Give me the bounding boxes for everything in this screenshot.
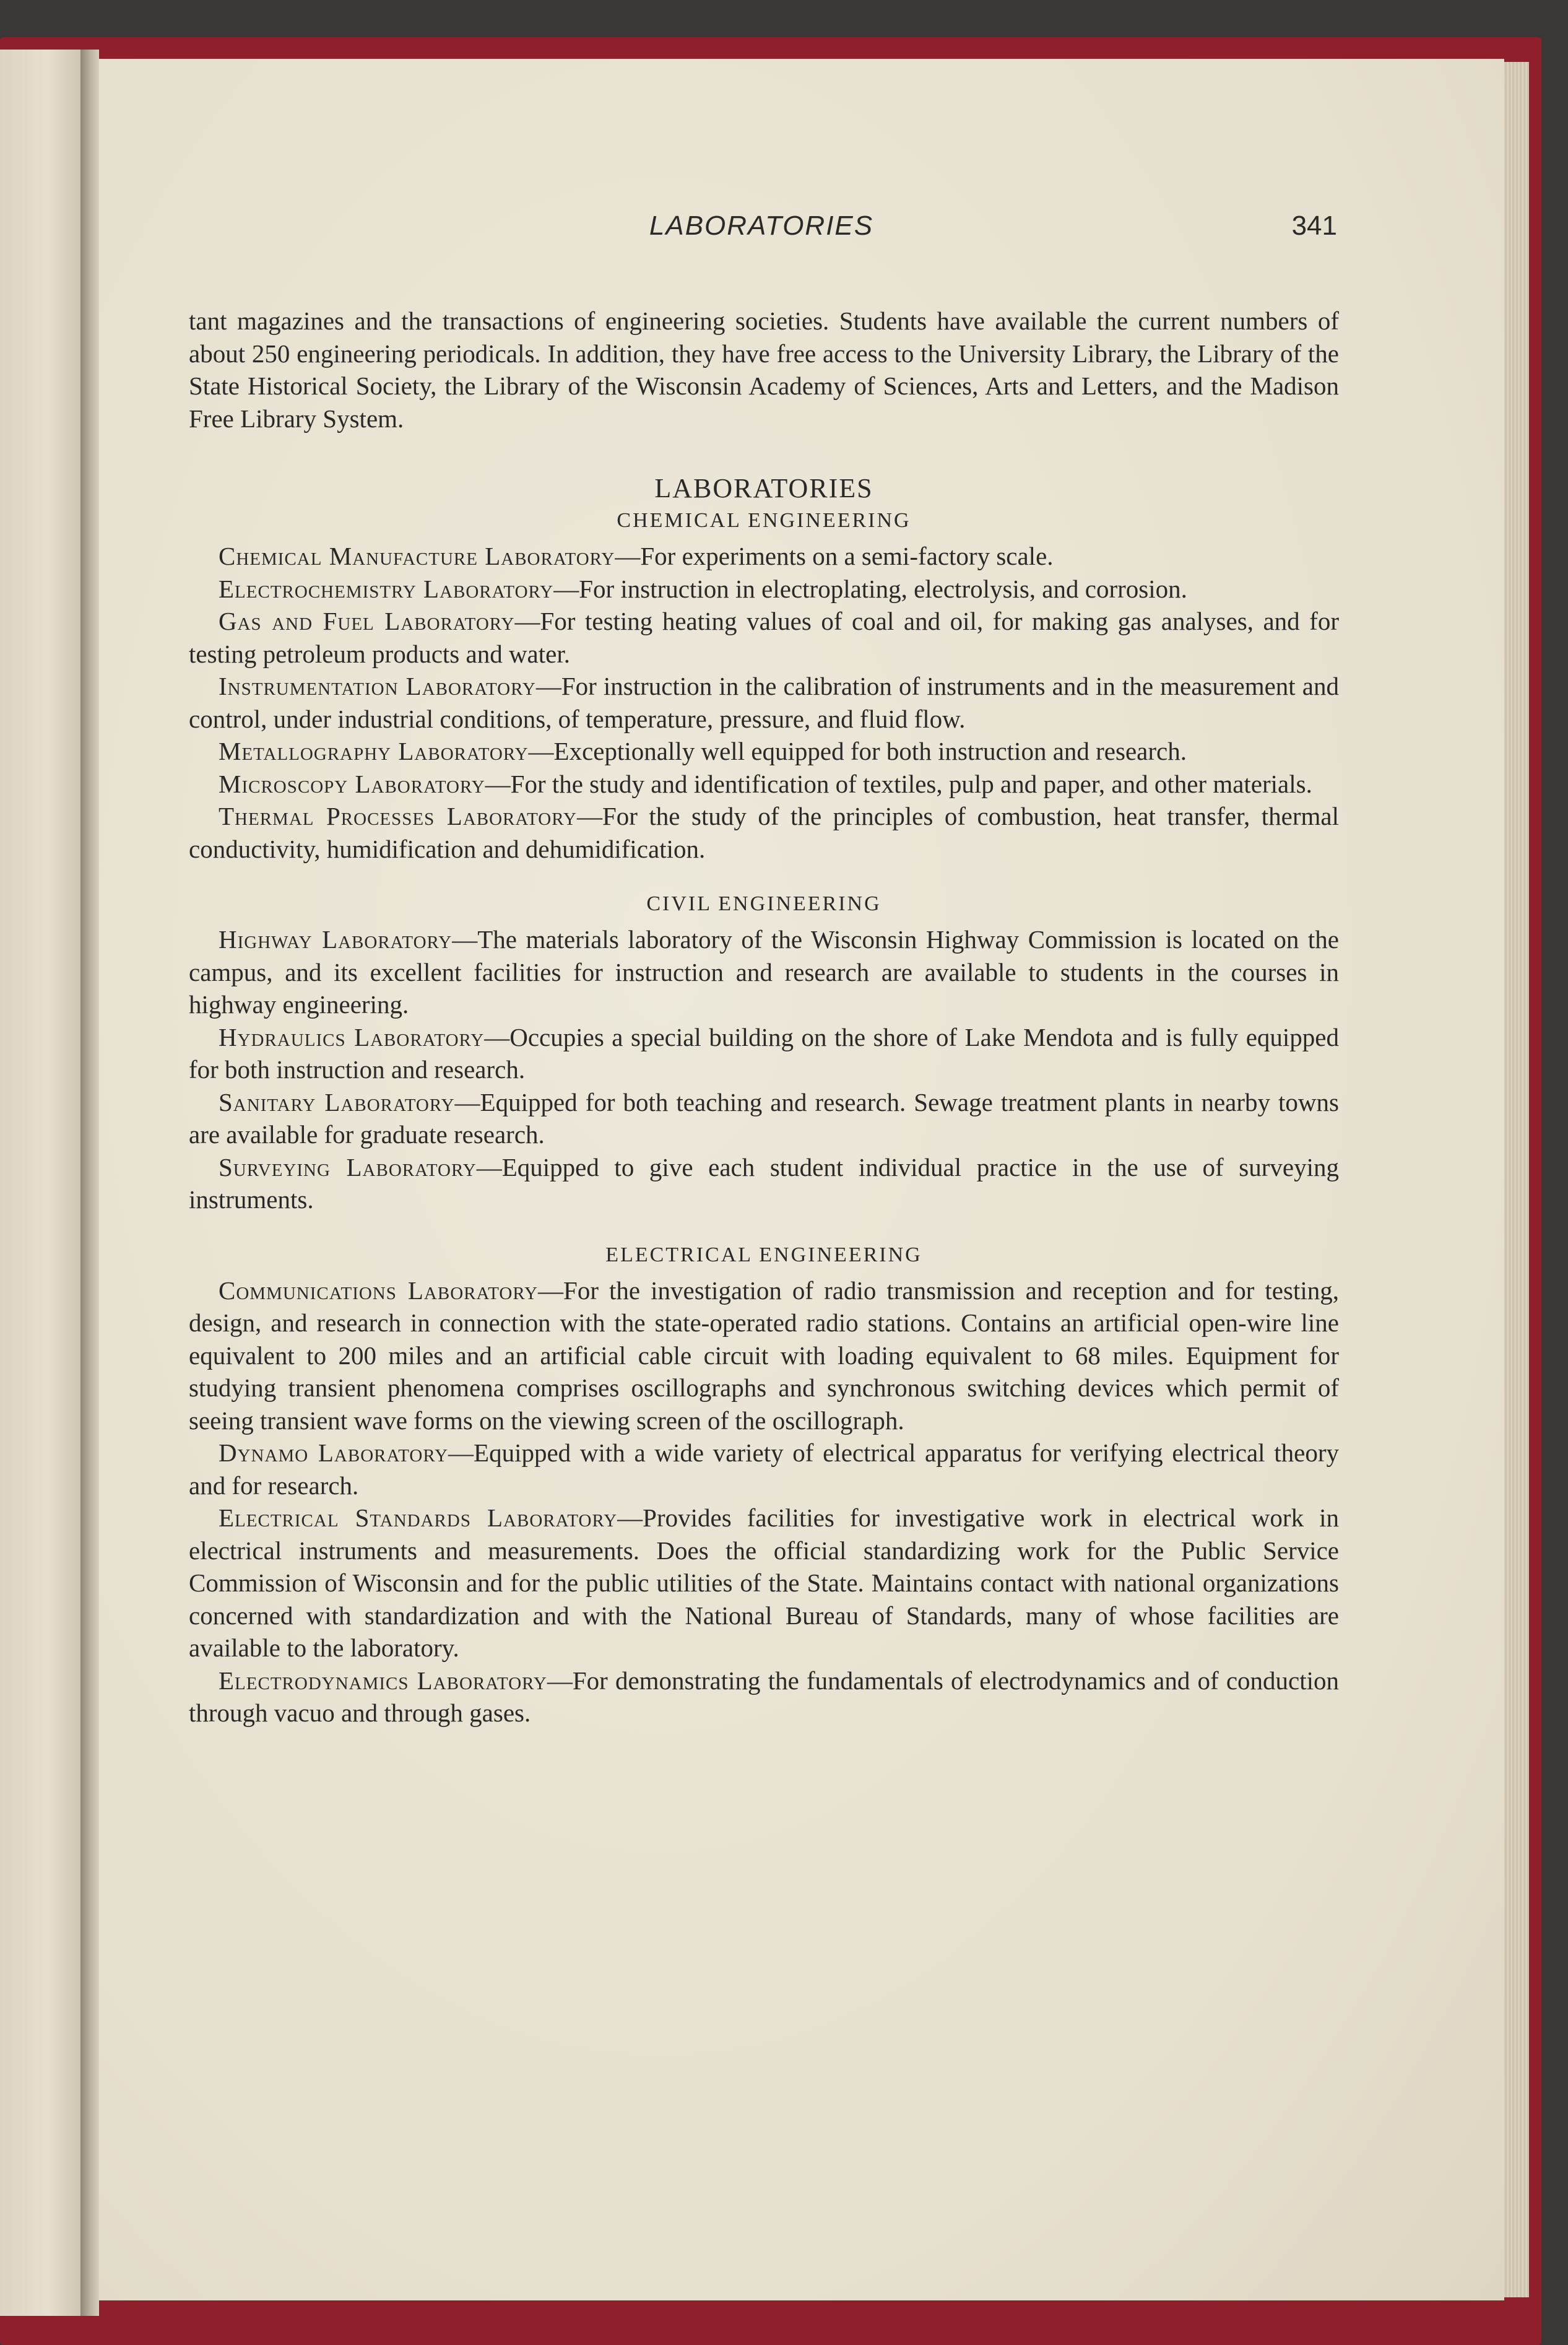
lab-name: Microscopy Laboratory <box>219 769 485 798</box>
lab-name: Highway Laboratory <box>219 925 453 954</box>
lab-name: Metallography Laboratory <box>219 737 529 765</box>
lab-entry <box>189 540 1339 573</box>
lab-description: —For instruction in the calibration of instruments and in the measurement and control, under industrial conditions, of temperature, pressure, and fluid flow. <box>189 672 1339 733</box>
lab-description: —Equipped with a wide variety of electrical apparatus for verifying electrical theory and for research. <box>189 1438 1339 1500</box>
lab-name: Electrodynamics Laboratory <box>219 1666 547 1695</box>
lab-entry <box>189 1274 1339 1437</box>
lab-entry <box>189 1021 1339 1086</box>
lab-entry <box>189 573 1339 606</box>
lab-entry <box>189 735 1339 768</box>
section-heading: ELECTRICAL ENGINEERING <box>605 1243 922 1266</box>
running-title: LABORATORIES <box>649 211 874 241</box>
section-heading: CHEMICAL ENGINEERING <box>617 509 911 532</box>
lab-entry <box>189 768 1339 801</box>
page-edges <box>1504 62 1529 2297</box>
lab-description: —Exceptionally well equipped for both instruction and research. <box>528 737 1187 765</box>
lab-entry <box>189 923 1339 1021</box>
book-gutter <box>80 50 99 2316</box>
lab-description: —For the investigation of radio transmission and reception and for testing, design, and research in connection with the state-operated radio stations. Contains an artificial open-wire line equivalent to 200 miles and an artificial cable circuit with loading equivalent to 68 miles. Equipment for studying transient phenomena comprises oscillographs and synchronous switching devices which permit of seeing transient wave forms on the viewing screen of the oscillograph. <box>189 1276 1339 1435</box>
section-chemical-engineering <box>189 507 1339 865</box>
lab-entry <box>189 1151 1339 1216</box>
lab-name: Thermal Processes Laboratory <box>219 802 577 830</box>
lab-description: —Equipped for both teaching and research. Sewage treatment plants in nearby towns are available for graduate research. <box>189 1087 1340 1149</box>
lab-description: —For the study and identification of textiles, pulp and paper, and other materials. <box>485 769 1312 798</box>
lab-description: —Equipped to give each student individual practice in the use of surveying instruments. <box>189 1152 1339 1214</box>
lab-name: Hydraulics Laboratory <box>219 1022 485 1051</box>
lab-entry <box>189 1502 1339 1664</box>
section-heading: CIVIL ENGINEERING <box>646 892 881 915</box>
left-facing-page <box>0 50 80 2316</box>
intro-paragraph: tant magazines and the transactions of engineering societies. Students have available the current numbers of about 250 engineering periodicals. In addition, they have free access to the University Library, the Library of the State Historical Society, the Library of the Wisconsin Academy of Sciences, Arts and Letters, and the Madison Free Library System. <box>189 307 1339 433</box>
lab-description: —For testing heating values of coal and oil, for making gas analyses, and for testing petroleum products and water. <box>189 607 1339 668</box>
lab-description: —Provides facilities for investigative work in electrical work in electrical instruments and measurements. Does the official standardizing work for the Public Service Commission of Wisconsin and for the public utilities of the State. Maintains contact with national organizations concerned with standardization and with the National Bureau of Standards, many of whose facilities are available to the laboratory. <box>189 1503 1340 1662</box>
lab-name: Dynamo Laboratory <box>219 1438 449 1467</box>
lab-entry <box>189 1664 1339 1729</box>
lab-entry <box>189 1086 1339 1151</box>
lab-name: Gas and Fuel Laboratory <box>219 607 515 635</box>
lab-entry <box>189 670 1339 735</box>
lab-name: Electrical Standards Laboratory <box>219 1503 618 1532</box>
section-electrical-engineering <box>189 1241 1339 1729</box>
lab-name: Electrochemistry Laboratory <box>219 574 554 603</box>
lab-entry <box>189 1437 1339 1502</box>
lab-description: —For experiments on a semi-factory scale. <box>615 542 1054 570</box>
lab-description: —For demonstrating the fundamentals of electrodynamics and of conduction through vacuo and through gases. <box>189 1666 1339 1727</box>
lab-name: Communications Laboratory <box>219 1276 539 1305</box>
running-head <box>186 211 1337 248</box>
lab-entry <box>189 800 1339 865</box>
lab-description: —Occupies a special building on the shore of Lake Mendota and is fully equipped for both instruction and research. <box>189 1022 1339 1084</box>
lab-name: Chemical Manufacture Laboratory <box>219 542 615 570</box>
lab-name: Surveying Laboratory <box>219 1152 477 1181</box>
lab-entry <box>189 605 1339 670</box>
section-civil-engineering <box>189 890 1339 1216</box>
lab-description: —For the study of the principles of combustion, heat transfer, thermal conductivity, humidification and dehumidification. <box>189 802 1339 863</box>
page-body <box>189 305 1339 1729</box>
lab-name: Instrumentation Laboratory <box>219 672 536 700</box>
lab-description: —The materials laboratory of the Wisconsin Highway Commission is located on the campus, and its excellent facilities for instruction and research are available to students in the courses in highway engineering. <box>189 925 1339 1019</box>
lab-description: —For instruction in electroplating, electrolysis, and corrosion. <box>553 574 1187 603</box>
lab-name: Sanitary Laboratory <box>219 1087 455 1116</box>
main-heading: LABORATORIES <box>654 473 873 503</box>
page-number: 341 <box>1291 211 1337 241</box>
